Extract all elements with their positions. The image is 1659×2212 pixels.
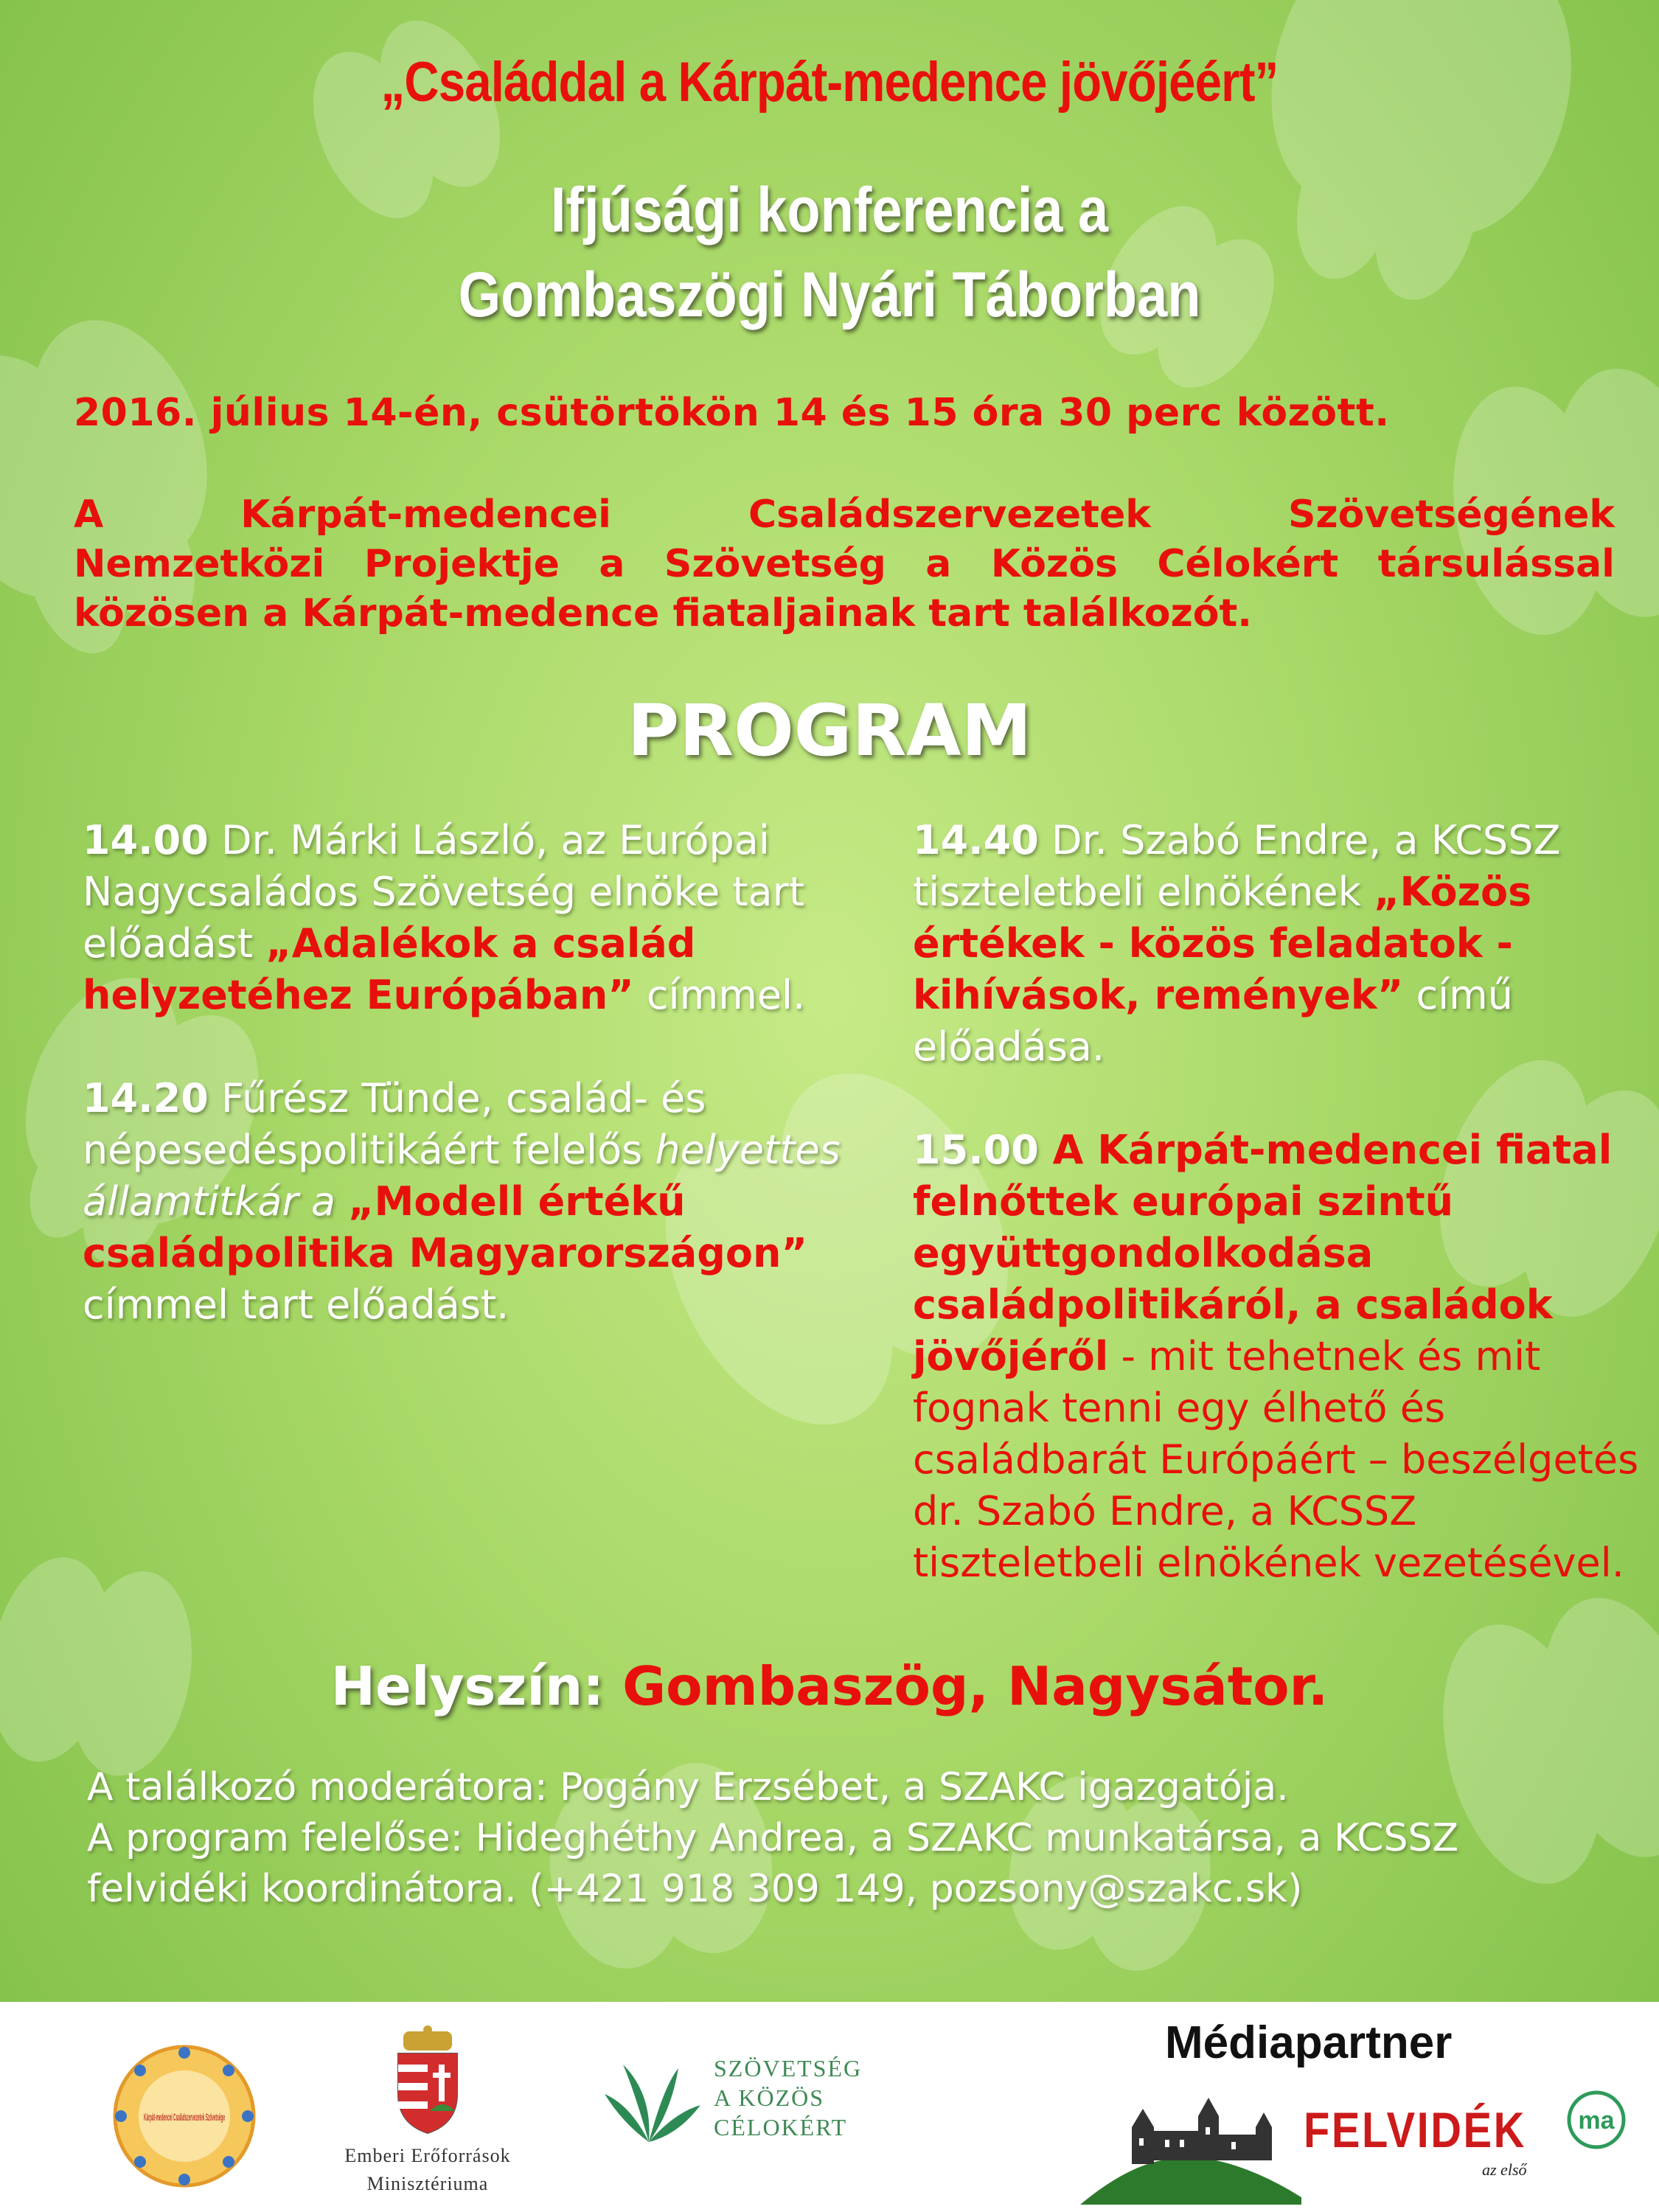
program-time: 14.20 — [83, 1075, 209, 1121]
intro-paragraph — [74, 490, 1615, 639]
program-column-right — [913, 815, 1650, 1641]
szov-line-2: A KÖZÖS — [714, 2084, 825, 2111]
program-time: 14.00 — [83, 817, 209, 863]
coat-of-arms-icon — [387, 2024, 468, 2135]
program-text: - mit tehetnek és mit fognak tenni egy élhető és családbarát Európáért – beszélgetés dr. Szabó Endre, a KCSSZ tiszteletbeli elnökének vezetésével. — [913, 1333, 1639, 1586]
responsible-line: A program felelőse: Hideghéthy Andrea, a SZAKC munkatársa, a KCSSZ felvidéki koordinátora. (+421 918 309 149, pozsony@szakc.sk) — [87, 1816, 1459, 1911]
lecture-title: „Adalékok a család helyzetéhez Európában” — [83, 920, 696, 1018]
program-text: Dr. Szabó Endre, a KCSSZ tiszteletbeli elnökének — [913, 817, 1561, 915]
ma-badge-icon — [1567, 2090, 1626, 2149]
program-heading: PROGRAM — [627, 689, 1032, 772]
ministry-line-1: Emberi Erőforrások — [344, 2145, 511, 2166]
discussion-title: A Kárpát-medencei fiatal felnőttek európai szintű együttgondolkodása családpolitikáról, a családok jövőjéről — [913, 1127, 1613, 1380]
title-line-2: Gombaszögi Nyári Táborban — [458, 260, 1201, 330]
szov-line-3: CÉLOKÉRT — [714, 2114, 848, 2140]
program-time: 15.00 — [913, 1127, 1039, 1173]
ma-badge-text: ma — [1578, 2107, 1615, 2135]
moderator-line: A találkozó moderátora: Pogány Erzsébet, a SZAKC igazgatója. — [87, 1765, 1289, 1809]
venue-value: Gombaszög, Nagysátor. — [604, 1655, 1329, 1717]
intro-line-1: A Kárpát-medencei Családszervezetek Szövetségének — [74, 493, 1615, 537]
program-text: Fűrész Tünde, család- és népesedéspolitikáért felelős — [83, 1075, 706, 1173]
szov-line-1: SZÖVETSÉG — [714, 2055, 863, 2081]
program-text: Dr. Márki László, az Európai Nagycsaládos Szövetség elnöke tart előadást — [83, 817, 805, 967]
family-logo-text: Kárpát-medencei Családszervezetek Szövetsége — [144, 2111, 226, 2123]
ministry-name — [288, 2142, 568, 2198]
szovetseg-logo-icon — [590, 2053, 708, 2149]
program-item — [913, 1124, 1650, 1589]
ministry-line-2: Minisztériuma — [366, 2173, 489, 2194]
lecture-title: „Közös értékek - közös feladatok - kihívások, remények” — [913, 869, 1532, 1018]
program-time: 14.40 — [913, 817, 1039, 863]
lecture-title: „Modell értékű családpolitika Magyarországon” — [83, 1178, 807, 1276]
felvidek-logo-text: FELVIDÉK — [1304, 2102, 1526, 2158]
venue — [0, 1655, 1659, 1717]
date-line: 2016. július 14-én, csütörtökön 14 és 15 óra 30 perc között. — [74, 391, 1390, 435]
program-text: címmel. — [633, 972, 806, 1018]
family-federation-logo — [111, 2042, 258, 2190]
program-item — [913, 815, 1650, 1073]
organizer-notes — [87, 1762, 1621, 1915]
castle-icon — [1080, 2087, 1301, 2205]
program-text: címmel tart előadást. — [83, 1281, 509, 1328]
program-column-left — [83, 815, 857, 1382]
slogan: „Családdal a Kárpát-medence jövőjéért” — [380, 51, 1279, 114]
program-item — [83, 1073, 857, 1331]
media-partner-label: Médiapartner — [1165, 2017, 1453, 2068]
program-text: című előadása. — [913, 972, 1513, 1070]
speaker-role: helyettes államtitkár a — [83, 1127, 841, 1225]
intro-rest: Nemzetközi Projektje a Szövetség a Közös Célokért társulással közösen a Kárpát-medence fiataljainak tart találkozót. — [74, 542, 1615, 636]
felvidek-subtitle: az első — [1482, 2160, 1527, 2179]
program-item — [83, 815, 857, 1021]
venue-label: Helyszín: — [330, 1655, 604, 1717]
szovetseg-name — [714, 2053, 905, 2142]
title-line-1: Ifjúsági konferencia a — [550, 175, 1109, 246]
